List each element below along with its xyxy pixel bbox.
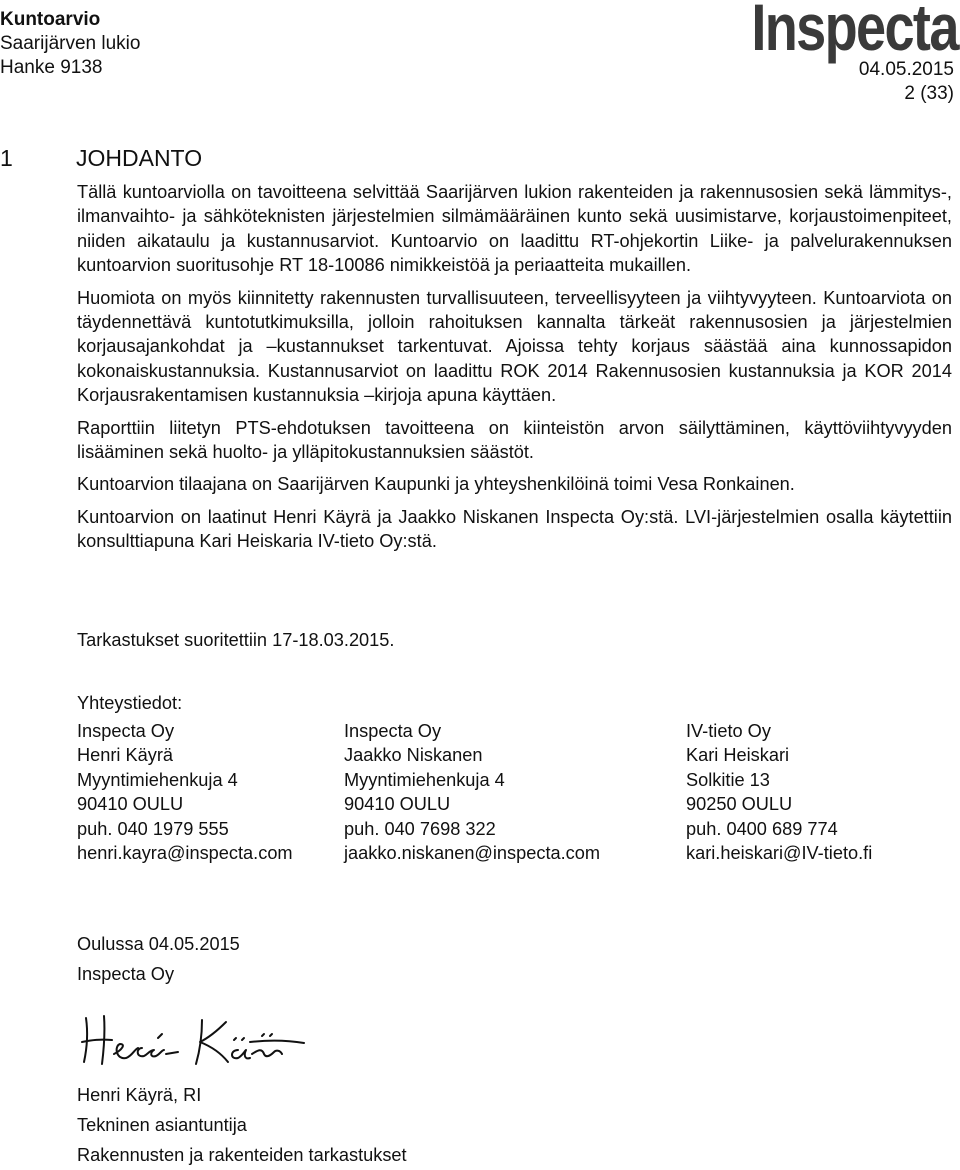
contact-phone: puh. 040 1979 555 [77, 818, 229, 839]
project-number: Hanke 9138 [0, 57, 103, 78]
inspecta-logo: Inspecta [751, 0, 958, 64]
paragraph-safety: Huomiota on myös kiinnitetty rakennusten turvallisuuteen, terveellisyyteen ja viihtyvyyteen. Kuntoarviota on täydennettävä kuntotutkimuksilla, jolloin rahoituksen kannalta tärkeät rakennusosien ja järjestelmien korjausajankohdat ja –kustannukset tarkentuvat. Ajoissa tehty korjaus säästää aina kunnossapidon kokonaiskustannuksia. Kustannusarviot on laadittu ROK 2014 Rakennusosien kustannuksia ja KOR 2014 Korjausrakentamisen kustannuksia –kirjoja apuna käyttäen. [77, 287, 952, 406]
contact-card [344, 719, 600, 865]
contact-phone: puh. 0400 689 774 [686, 818, 838, 839]
signer-role: Tekninen asiantuntija [77, 1115, 247, 1135]
contact-city: 90410 OULU [344, 794, 451, 815]
contact-street: Myyntimiehenkuja 4 [344, 769, 505, 790]
paragraph-authors: Kuntoarvion on laatinut Henri Käyrä ja Jaakko Niskanen Inspecta Oy:stä. LVI-järjestelmien osalla käytettiin konsulttiapuna Kari Heiskaria IV-tieto Oy:stä. [77, 506, 952, 552]
contacts-label: Yhteystiedot: [77, 693, 183, 713]
contact-name: Jaakko Niskanen [344, 745, 483, 766]
handwritten-signature [78, 1010, 308, 1070]
signer-department: Rakennusten ja rakenteiden tarkastukset [77, 1145, 407, 1165]
contact-card [77, 719, 293, 865]
contact-company: IV-tieto Oy [686, 721, 771, 741]
contact-street: Myyntimiehenkuja 4 [77, 769, 238, 790]
contact-company: Inspecta Oy [344, 721, 442, 741]
paragraph-client: Kuntoarvion tilaajana on Saarijärven Kaupunki ja yhteyshenkilöinä toimi Vesa Ronkainen. [77, 474, 795, 495]
paragraph-purpose: Tällä kuntoarviolla on tavoitteena selvittää Saarijärven lukion rakenteiden ja rakennusosien sekä lämmitys-, ilmanvaihto- ja sähköteknisten järjestelmien silmämääräinen kunto sekä uusimistarve, korjaustoimenpiteet, niiden aikataulu ja kustannusarviot. Kuntoarvio on laadittu RT-ohjekortin Liike- ja palvelurakennuksen kuntoarvion suoritusohje RT 18-10086 nimikkeistöä ja periaatteita mukaillen. [77, 182, 952, 276]
page-number: 2 (33) [904, 83, 954, 104]
contact-city: 90250 OULU [686, 794, 793, 815]
contact-street: Solkitie 13 [686, 769, 770, 790]
section-number: 1 [0, 145, 13, 171]
document-title: Kuntoarvio [0, 9, 101, 30]
closing-place-date: Oulussa 04.05.2015 [77, 934, 240, 954]
inspection-date-line: Tarkastukset suoritettiin 17-18.03.2015. [77, 630, 395, 650]
contact-card [686, 719, 872, 865]
contact-name: Henri Käyrä [77, 745, 174, 766]
section-heading [0, 144, 202, 172]
contact-email[interactable]: jaakko.niskanen@inspecta.com [344, 843, 601, 864]
contact-email[interactable]: kari.heiskari@IV-tieto.fi [686, 843, 873, 864]
document-subtitle: Saarijärven lukio [0, 33, 141, 54]
contact-city: 90410 OULU [77, 794, 184, 815]
contact-email[interactable]: henri.kayra@inspecta.com [77, 843, 293, 864]
contact-company: Inspecta Oy [77, 721, 175, 741]
contacts-table [77, 719, 947, 869]
document-header [0, 8, 140, 80]
body-text [77, 180, 952, 554]
section-title: JOHDANTO [76, 145, 203, 171]
contact-phone: puh. 040 7698 322 [344, 818, 496, 839]
contact-name: Kari Heiskari [686, 745, 790, 766]
signer-name: Henri Käyrä, RI [77, 1085, 202, 1105]
paragraph-pts: Raporttiin liitetyn PTS-ehdotuksen tavoitteena on kiinteistön arvon säilyttäminen, käyttöviihtyvyyden lisääminen sekä huolto- ja ylläpitokustannuksien säästöt. [77, 417, 952, 463]
closing-company: Inspecta Oy [77, 964, 175, 984]
document-date: 04.05.2015 [858, 59, 954, 80]
